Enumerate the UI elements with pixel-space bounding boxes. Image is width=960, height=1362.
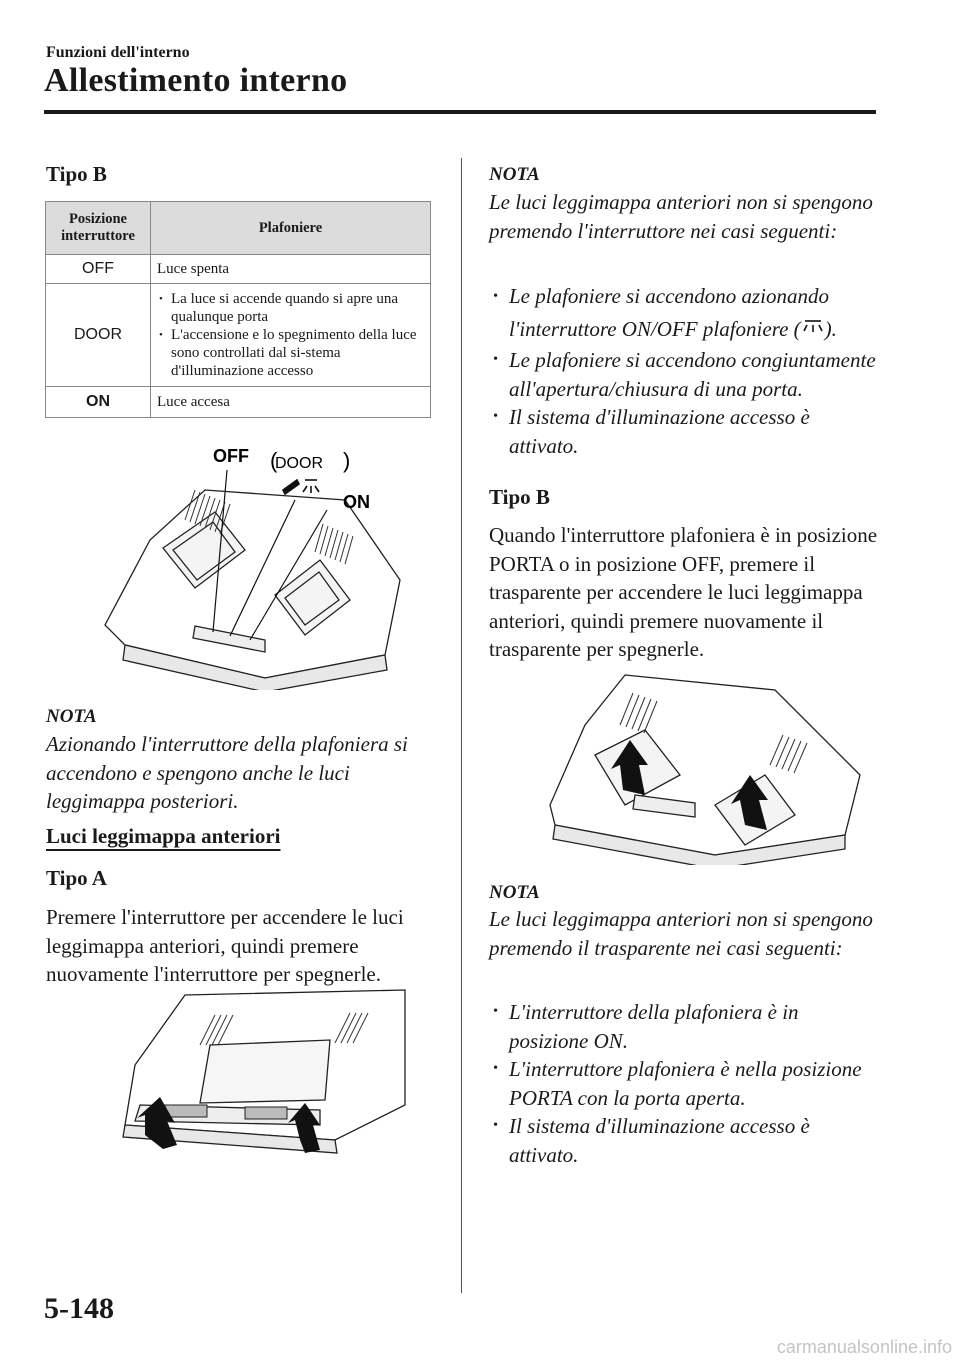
- fig1-label-on: ON: [343, 492, 370, 512]
- switch-position-table: [45, 201, 431, 418]
- watermark: carmanualsonline.info: [776, 1337, 952, 1357]
- list-item: • L'accensione e lo spegnimento della luce sono controllati dal si-stema d'illuminazione accesso: [157, 326, 424, 380]
- nota-3-text: Le luci leggimappa anteriori non si spengono premendo il trasparente nei casi seguenti:: [489, 907, 873, 960]
- nota-2-text: Le luci leggimappa anteriori non si spengono premendo l'interruttore nei casi seguenti:: [489, 190, 873, 243]
- overhead-console-figure-2: [105, 985, 415, 1165]
- nota-1-label: NOTA: [46, 706, 97, 727]
- table-row: [46, 387, 431, 418]
- fig1-paren-open: (: [270, 448, 278, 473]
- list-item: • L'interruttore della plafoniera è in posizione ON.: [491, 998, 881, 1055]
- table-cell-bullets: [151, 284, 431, 387]
- table-row: [46, 255, 431, 284]
- ceiling-light-icon: [801, 318, 825, 334]
- tipo-b-heading-right: Tipo B: [489, 485, 550, 509]
- header-rule: [44, 110, 876, 114]
- table-cell-text: Luce accesa: [151, 387, 431, 418]
- table-row: [46, 284, 431, 387]
- section-label: Funzioni dell'interno: [46, 44, 190, 61]
- table-cell-pos: OFF: [46, 255, 151, 284]
- list-item: • La luce si accende quando si apre una qualunque porta: [157, 290, 424, 326]
- nota-2-label: NOTA: [489, 164, 540, 185]
- map-light-icon: [283, 480, 319, 494]
- list-item: • Il sistema d'illuminazione accesso è attivato.: [491, 1112, 881, 1169]
- sub-heading-front-map-lights: Luci leggimappa anteriori: [46, 824, 281, 848]
- list-item: • L'interruttore plafoniera è nella posizione PORTA con la porta aperta.: [491, 1055, 881, 1112]
- fig1-paren-close: ): [343, 448, 351, 473]
- table-cell-text: Luce spenta: [151, 255, 431, 284]
- list-item: • Le plafoniere si accendono congiuntamente all'apertura/chiusura di una porta.: [491, 346, 881, 403]
- page-title: Allestimento interno: [44, 62, 348, 99]
- fig1-label-door: DOOR: [275, 455, 323, 472]
- tipo-a-heading: Tipo A: [46, 866, 107, 890]
- table-header-lights: Plafoniere: [151, 202, 431, 255]
- table-header-position: Posizione interruttore: [46, 202, 151, 255]
- table-cell-pos: ON: [46, 387, 151, 418]
- nota-3-label: NOTA: [489, 882, 540, 903]
- fig1-label-off: OFF: [213, 446, 249, 466]
- tipo-a-text: Premere l'interruttore per accendere le luci leggimappa anteriori, quindi premere nuovamente l'interruttore per spegnerle.: [46, 905, 404, 986]
- column-divider: [461, 158, 462, 1293]
- tipo-b-heading-left: Tipo B: [46, 162, 107, 186]
- table-cell-pos: DOOR: [46, 284, 151, 387]
- tipo-b-text: Quando l'interruttore plafoniera è in posizione PORTA o in posizione OFF, premere il trasparente per accendere le luci leggimappa anteriori, quindi premere nuovamente il trasparente per spegnerle.: [489, 523, 878, 661]
- nota-2-bullets: [491, 280, 881, 460]
- overhead-console-figure-3: [545, 665, 870, 865]
- nota-3-bullets: [491, 998, 881, 1169]
- list-item: • Il sistema d'illuminazione accesso è attivato.: [491, 403, 881, 460]
- page-number: 5-148: [44, 1292, 114, 1325]
- overhead-console-figure-1: [95, 440, 415, 690]
- nota-1-text: Azionando l'interruttore della plafoniera si accendono e spengono anche le luci leggimappa posteriori.: [46, 732, 408, 813]
- list-item: • Le plafoniere si accendono azionando l'interruttore ON/OFF plafoniere ( ).: [491, 280, 881, 346]
